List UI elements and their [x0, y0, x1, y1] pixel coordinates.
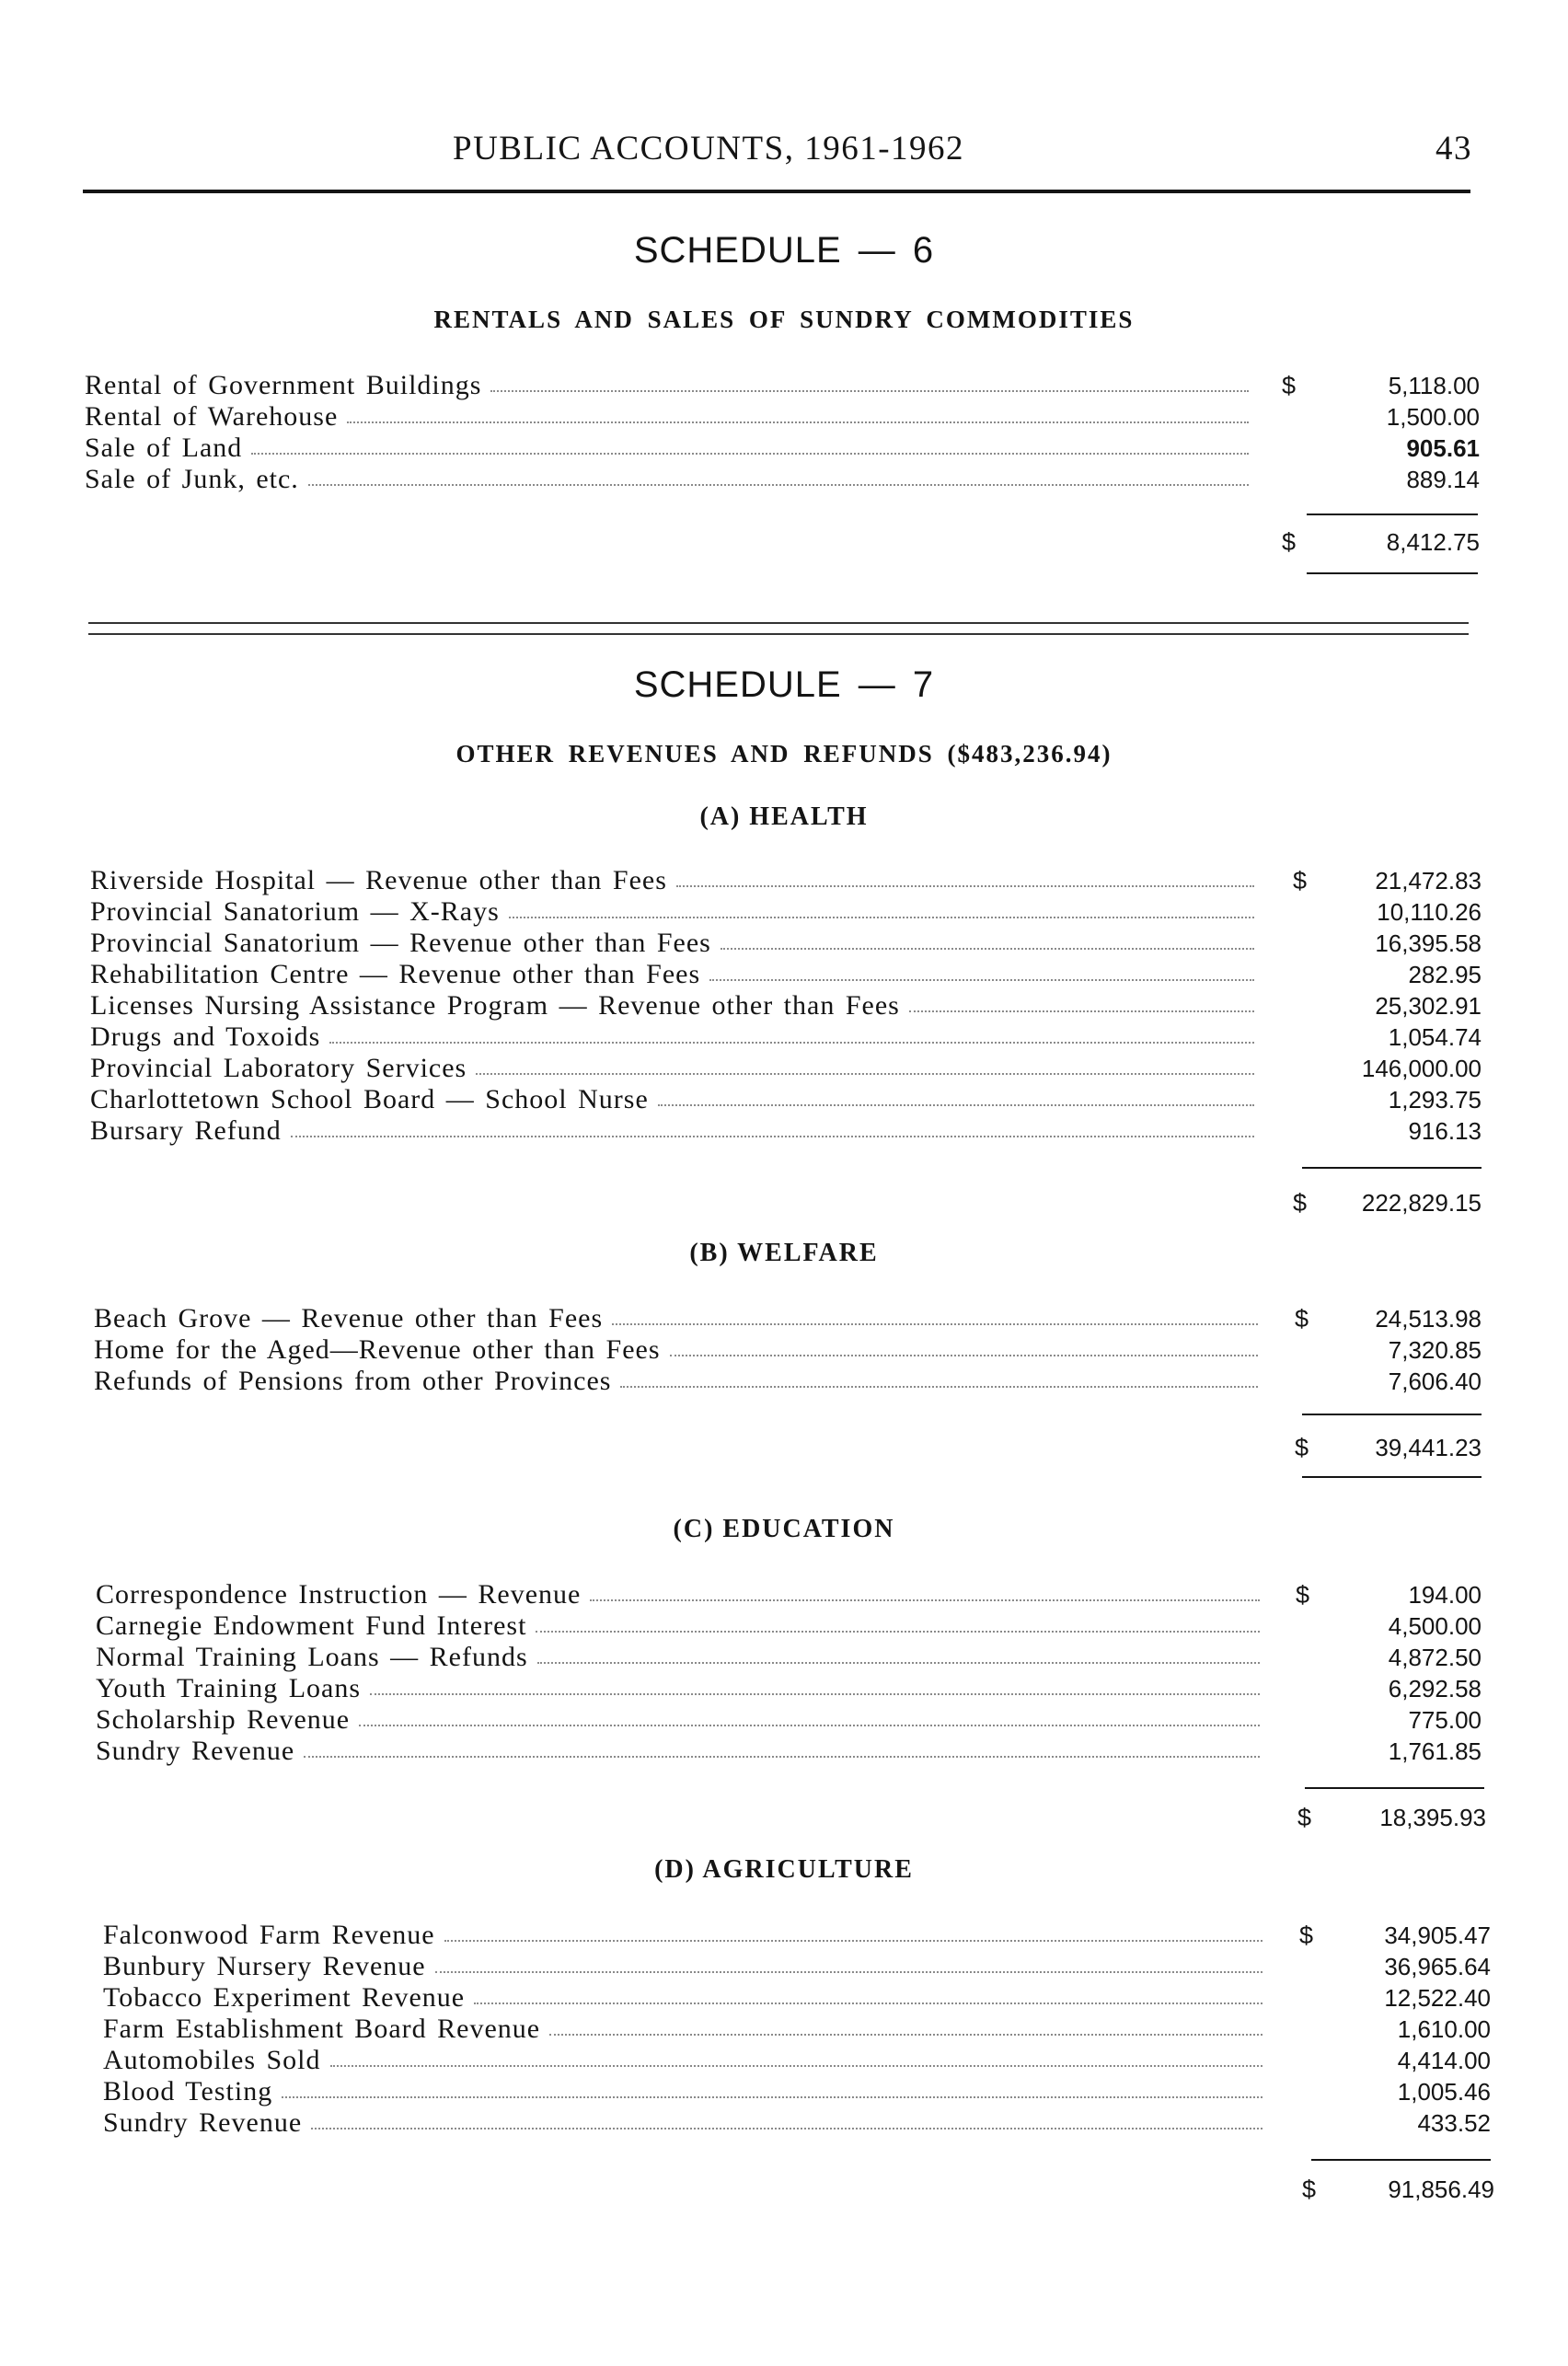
health-total: 222,829.15 [1361, 1189, 1482, 1217]
row-label: Scholarship Revenue [96, 1704, 351, 1735]
row-amount: 1,610.00 [1397, 2015, 1491, 2043]
education-row [96, 1736, 1269, 1767]
dot-leader [474, 1982, 1262, 2004]
dollar-sign: $ [1302, 2176, 1317, 2203]
schedule-6-subtitle: RENTALS AND SALES OF SUNDRY COMMODITIES [433, 306, 1135, 333]
schedule-7-title: SCHEDULE — 7 [633, 664, 935, 705]
dollar-sign: $ [1295, 1434, 1309, 1461]
row-label: Normal Training Loans — Refunds [96, 1642, 528, 1672]
dot-leader [251, 433, 1249, 455]
row-label: Bursary Refund [90, 1115, 282, 1146]
total-rule [1307, 572, 1478, 574]
section-heading-health: (A) HEALTH [699, 802, 869, 831]
row-amount: 282.95 [1408, 961, 1482, 988]
row-label: Refunds of Pensions from other Provinces [94, 1366, 612, 1396]
row-amount: 10,110.26 [1377, 898, 1482, 926]
row-label: Beach Grove — Revenue other than Fees [94, 1303, 604, 1333]
health-row [90, 1021, 1263, 1053]
row-label: Drugs and Toxoids [90, 1021, 321, 1052]
dot-leader [676, 865, 1254, 887]
welfare-row [94, 1303, 1267, 1334]
row-label: Provincial Laboratory Services [90, 1053, 467, 1083]
agriculture-row [103, 1982, 1272, 2014]
row-amount: 1,500.00 [1386, 403, 1480, 431]
schedule-6-total: 8,412.75 [1386, 528, 1480, 556]
dot-leader [709, 959, 1254, 981]
row-label: Automobiles Sold [103, 2045, 321, 2075]
dot-leader [590, 1579, 1260, 1601]
row-label: Blood Testing [103, 2076, 273, 2106]
total-rule [1302, 1476, 1482, 1478]
welfare-total: 39,441.23 [1375, 1434, 1482, 1461]
row-amount: 24,513.98 [1375, 1305, 1482, 1333]
education-row [96, 1579, 1269, 1610]
health-row [90, 959, 1263, 990]
row-amount: 194.00 [1408, 1581, 1482, 1609]
agriculture-row [103, 2076, 1272, 2107]
row-amount: 1,054.74 [1388, 1023, 1482, 1051]
row-amount: 21,472.83 [1375, 867, 1482, 894]
row-amount: 34,905.47 [1384, 1922, 1491, 1949]
dot-leader [444, 1920, 1262, 1942]
row-amount: 916.13 [1408, 1117, 1482, 1145]
row-label: Rental of Government Buildings [85, 370, 482, 400]
row-label: Farm Establishment Board Revenue [103, 2014, 541, 2044]
dot-leader [537, 1642, 1260, 1664]
row-label: Correspondence Instruction — Revenue [96, 1579, 582, 1610]
dollar-sign: $ [1296, 1581, 1310, 1609]
agriculture-row [103, 2014, 1272, 2045]
dollar-sign: $ [1293, 1189, 1308, 1217]
health-row [90, 1084, 1263, 1115]
dot-leader [329, 1021, 1254, 1044]
row-amount: 146,000.00 [1361, 1055, 1482, 1082]
schedule-separator [88, 622, 1469, 635]
dot-leader [490, 370, 1249, 392]
header-title: PUBLIC ACCOUNTS, 1961-1962 [453, 130, 965, 167]
dollar-sign: $ [1295, 1305, 1309, 1333]
dot-leader [304, 1736, 1260, 1758]
row-amount: 36,965.64 [1384, 1953, 1491, 1980]
health-row [90, 1115, 1263, 1147]
education-row [96, 1673, 1269, 1704]
dot-leader [476, 1053, 1254, 1075]
row-amount: 433.52 [1417, 2109, 1491, 2137]
schedule-6-row [85, 433, 1258, 464]
row-label: Sale of Land [85, 433, 243, 463]
dot-leader [612, 1303, 1258, 1325]
welfare-row [94, 1366, 1267, 1397]
row-label: Bunbury Nursery Revenue [103, 1951, 426, 1981]
row-label: Licenses Nursing Assistance Program — Revenue other than Fees [90, 990, 900, 1021]
row-amount: 12,522.40 [1384, 1984, 1491, 2012]
dot-leader [620, 1366, 1258, 1388]
row-label: Charlottetown School Board — School Nurse [90, 1084, 649, 1114]
subtotal-rule [1302, 1414, 1482, 1415]
education-row [96, 1704, 1269, 1736]
agriculture-row [103, 1920, 1272, 1951]
dot-leader [282, 2076, 1262, 2098]
page-number: 43 [1435, 130, 1472, 167]
row-amount: 4,414.00 [1397, 2047, 1491, 2074]
subtotal-rule [1305, 1787, 1484, 1789]
dollar-sign: $ [1282, 528, 1297, 556]
row-label: Youth Training Loans [96, 1673, 362, 1703]
education-total: 18,395.93 [1379, 1804, 1486, 1831]
dot-leader [909, 990, 1254, 1012]
row-label: Sundry Revenue [103, 2107, 303, 2138]
row-amount: 5,118.00 [1388, 372, 1480, 399]
row-amount: 7,320.85 [1388, 1336, 1482, 1364]
dot-leader [658, 1084, 1254, 1106]
row-label: Home for the Aged—Revenue other than Fees [94, 1334, 661, 1365]
header-rule [83, 190, 1470, 193]
agriculture-row [103, 2107, 1272, 2139]
dot-leader [359, 1704, 1260, 1726]
dot-leader [509, 896, 1254, 918]
health-row [90, 896, 1263, 928]
schedule-6-title: SCHEDULE — 6 [633, 230, 935, 271]
row-label: Falconwood Farm Revenue [103, 1920, 435, 1950]
education-row [96, 1610, 1269, 1642]
row-amount: 905.61 [1406, 434, 1480, 462]
dot-leader [670, 1334, 1258, 1356]
agriculture-row [103, 2045, 1272, 2076]
row-label: Sale of Junk, etc. [85, 464, 299, 494]
schedule-7-subtitle: OTHER REVENUES AND REFUNDS ($483,236.94) [455, 740, 1113, 768]
schedule-6-row [85, 401, 1258, 433]
dollar-sign: $ [1293, 867, 1308, 894]
row-label: Rental of Warehouse [85, 401, 339, 432]
subtotal-rule [1302, 1167, 1482, 1169]
dollar-sign: $ [1282, 372, 1297, 399]
health-row [90, 990, 1263, 1021]
row-amount: 4,500.00 [1388, 1612, 1482, 1640]
agriculture-row [103, 1951, 1272, 1982]
row-amount: 4,872.50 [1388, 1644, 1482, 1671]
agriculture-total: 91,856.49 [1388, 2176, 1494, 2203]
dot-leader [435, 1951, 1262, 1973]
schedule-6-row [85, 370, 1258, 401]
row-label: Carnegie Endowment Fund Interest [96, 1610, 527, 1641]
health-row [90, 1053, 1263, 1084]
dollar-sign: $ [1299, 1922, 1314, 1949]
welfare-row [94, 1334, 1267, 1366]
section-heading-welfare: (B) WELFARE [689, 1239, 879, 1267]
health-row [90, 928, 1263, 959]
row-amount: 1,761.85 [1388, 1737, 1482, 1765]
dot-leader [549, 2014, 1262, 2036]
health-row [90, 865, 1263, 896]
row-label: Riverside Hospital — Revenue other than Fees [90, 865, 667, 895]
row-label: Tobacco Experiment Revenue [103, 1982, 466, 2013]
row-label: Provincial Sanatorium — Revenue other than Fees [90, 928, 711, 958]
row-amount: 6,292.58 [1388, 1675, 1482, 1702]
dollar-sign: $ [1297, 1804, 1312, 1831]
row-amount: 25,302.91 [1375, 992, 1482, 1020]
row-label: Provincial Sanatorium — X-Rays [90, 896, 500, 927]
schedule-6-row [85, 464, 1258, 495]
row-label: Sundry Revenue [96, 1736, 295, 1766]
dot-leader [308, 464, 1249, 486]
row-amount: 7,606.40 [1388, 1368, 1482, 1395]
row-amount: 1,293.75 [1388, 1086, 1482, 1114]
dot-leader [536, 1610, 1260, 1633]
row-amount: 1,005.46 [1397, 2078, 1491, 2106]
row-amount: 775.00 [1408, 1706, 1482, 1734]
running-header [0, 129, 1568, 175]
row-label: Rehabilitation Centre — Revenue other than Fees [90, 959, 701, 989]
dot-leader [721, 928, 1254, 950]
dot-leader [311, 2107, 1262, 2129]
dot-leader [370, 1673, 1260, 1695]
row-amount: 889.14 [1406, 466, 1480, 493]
dot-leader [291, 1115, 1254, 1137]
subtotal-rule [1307, 514, 1478, 515]
section-heading-agriculture: (D) AGRICULTURE [654, 1855, 914, 1884]
subtotal-rule [1311, 2159, 1491, 2161]
dot-leader [347, 401, 1249, 423]
dot-leader [330, 2045, 1262, 2067]
section-heading-education: (C) EDUCATION [673, 1515, 895, 1543]
education-row [96, 1642, 1269, 1673]
row-amount: 16,395.58 [1375, 929, 1482, 957]
